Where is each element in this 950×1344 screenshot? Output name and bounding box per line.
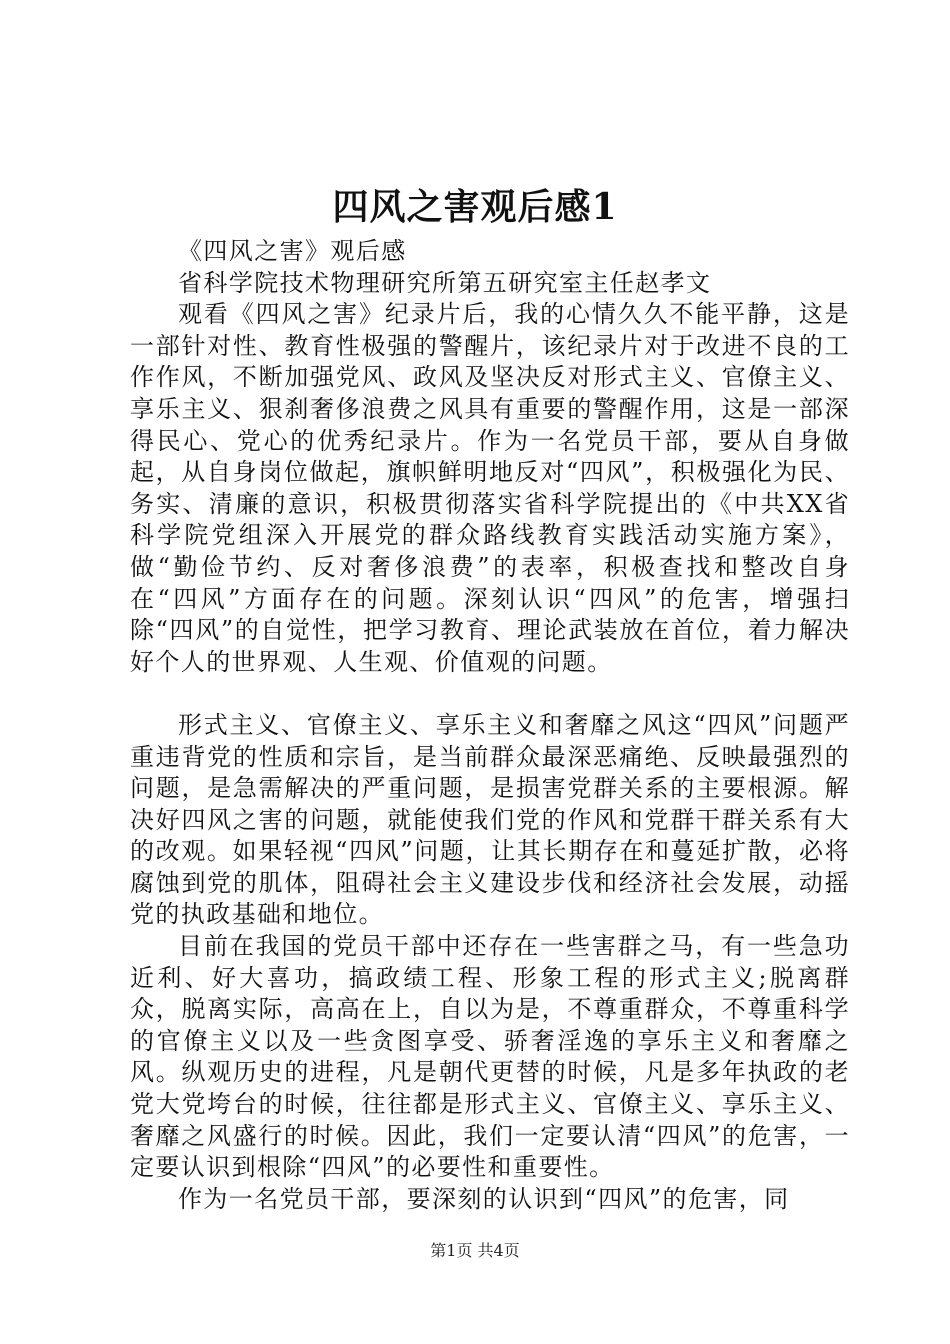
document-body	[130, 236, 850, 1215]
paragraph: 目前在我国的党员干部中还存在一些害群之马，有一些急功近利、好大喜功，搞政绩工程、形象工程的形式主义;脱离群众，脱离实际，高高在上，自以为是，不尊重群众，不尊重科学的官僚主义以及一些贪图享受、骄奢淫逸的享乐主义和奢靡之风。纵观历史的进程，凡是朝代更替的时候，凡是多年执政的老党大党垮台的时候，往往都是形式主义、官僚主义、享乐主义、奢靡之风盛行的时候。因此，我们一定要认清“四风”的危害，一定要认识到根除“四风”的必要性和重要性。	[130, 932, 850, 1182]
paragraph-author: 省科学院技术物理研究所第五研究室主任赵孝文	[178, 268, 712, 297]
page-number: 第1页 共4页	[430, 1241, 520, 1260]
paragraph: 作为一名党员干部，要深刻的认识到“四风”的危害，同	[178, 1184, 790, 1213]
paragraph: 观看《四风之害》纪录片后，我的心情久久不能平静，这是一部针对性、教育性极强的警醒片，该纪录片对于改进不良的工作作风，不断加强党风、政风及坚决反对形式主义、官僚主义、享乐主义、狠刹奢侈浪费之风具有重要的警醒作用，这是一部深得民心、党心的优秀纪录片。作为一名党员干部，要从自身做起，从自身岗位做起，旗帜鲜明地反对“四风”，积极强化为民、务实、清廉的意识，积极贯彻落实省科学院提出的《中共XX省科学院党组深入开展党的群众路线教育实践活动实施方案》，做“勤俭节约、反对奢侈浪费”的表率，积极查找和整改自身在“四风”方面存在的问题。深刻认识“四风”的危害，增强扫除“四风”的自觉性，把学习教育、理论武装放在首位，着力解决好个人的世界观、人生观、价值观的问题。	[130, 300, 850, 676]
document-title: 四风之害观后感1	[332, 186, 618, 228]
paragraph-heading: 《四风之害》观后感	[178, 237, 407, 265]
paragraph: 形式主义、官僚主义、享乐主义和奢靡之风这“四风”问题严重违背党的性质和宗旨，是当前群众最深恶痛绝、反映最强烈的问题，是急需解决的严重问题，是损害党群关系的主要根源。解决好四风之害的问题，就能使我们党的作风和党群干群关系有大的改观。如果轻视“四风”问题，让其长期存在和蔓延扩散，必将腐蚀到党的肌体，阻碍社会主义建设步伐和经济社会发展，动摇党的执政基础和地位。	[130, 710, 850, 929]
